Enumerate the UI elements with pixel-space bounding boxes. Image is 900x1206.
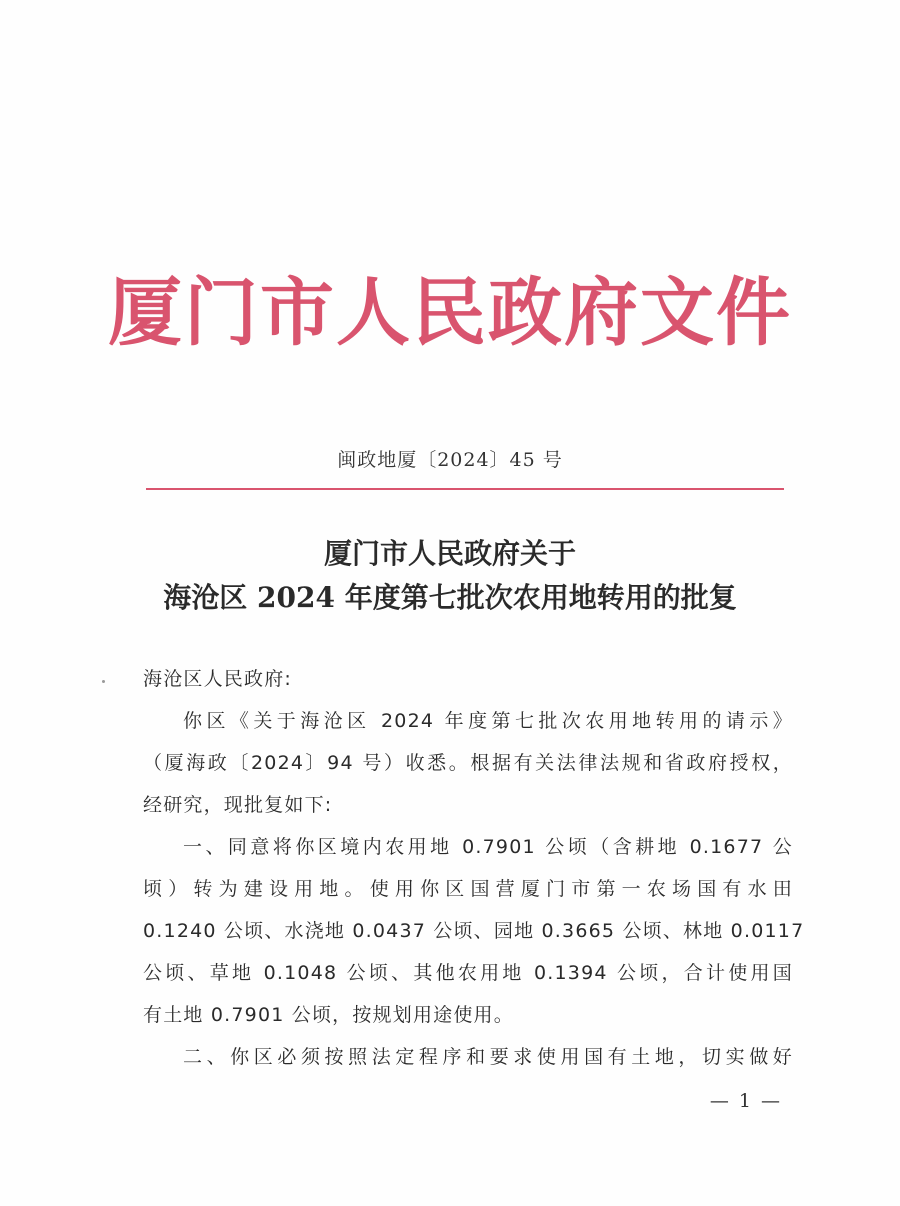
- document-body: [143, 658, 805, 1078]
- document-number: 闽政地厦〔2024〕45 号: [337, 449, 563, 471]
- body-line: 公顷、草地 0.1048 公顷、其他农用地 0.1394 公顷，合计使用国: [143, 962, 793, 984]
- page-number: — 1 —: [709, 1090, 782, 1112]
- scan-speck: [102, 680, 105, 683]
- body-line: 你区《关于海沧区 2024 年度第七批次农用地转用的请示》: [183, 710, 793, 732]
- red-separator-line: [146, 488, 784, 490]
- document-title-line-1: 厦门市人民政府关于: [323, 537, 576, 570]
- document-masthead: 厦门市人民政府文件: [108, 270, 792, 356]
- body-line: 0.1240 公顷、水浇地 0.0437 公顷、园地 0.3665 公顷、林地 0.0117: [143, 920, 805, 942]
- addressee: 海沧区人民政府:: [143, 668, 293, 690]
- body-line: 有土地 0.7901 公顷，按规划用途使用。: [143, 1004, 514, 1026]
- body-line: 一、同意将你区境内农用地 0.7901 公顷（含耕地 0.1677 公: [183, 836, 793, 858]
- body-line: 顷）转为建设用地。使用你区国营厦门市第一农场国有水田: [143, 878, 793, 900]
- body-line: 经研究，现批复如下:: [143, 794, 333, 816]
- body-line: 二、你区必须按照法定程序和要求使用国有土地，切实做好: [183, 1046, 793, 1068]
- document-title-line-2: 海沧区 2024 年度第七批次农用地转用的批复: [163, 581, 737, 614]
- body-line: （厦海政〔2024〕94 号）收悉。根据有关法律法规和省政府授权，: [143, 752, 793, 774]
